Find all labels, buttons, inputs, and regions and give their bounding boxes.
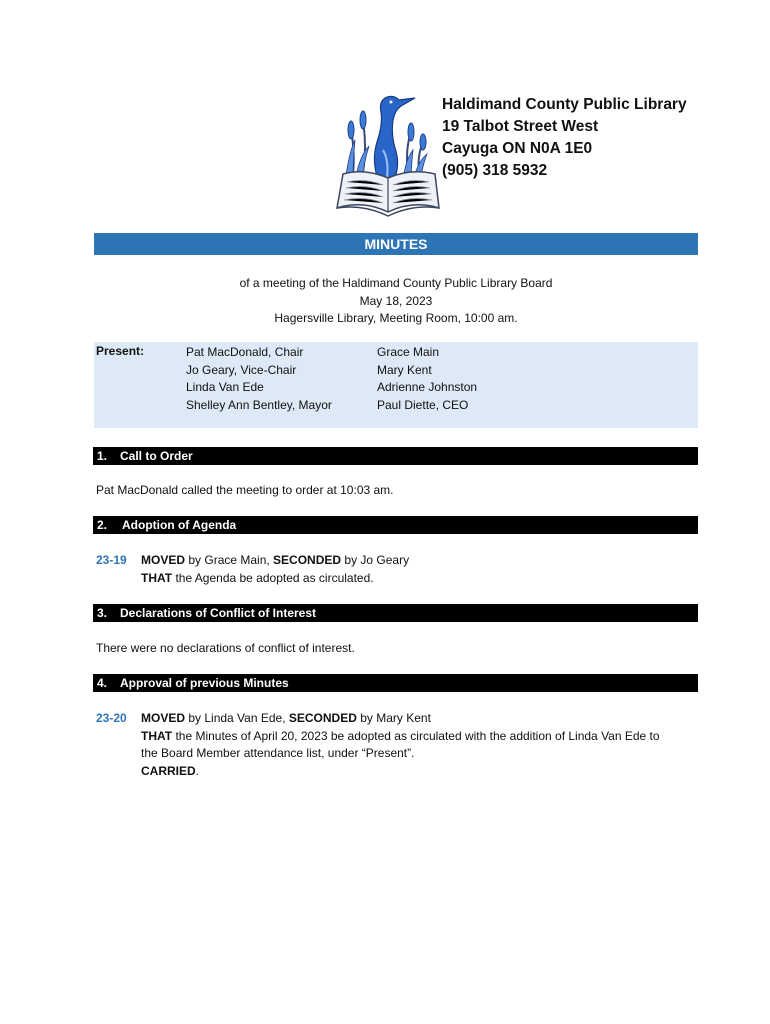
section-title: Adoption of Agenda	[122, 518, 237, 532]
attendee: Paul Diette, CEO	[377, 397, 469, 412]
meeting-location: Hagersville Library, Meeting Room, 10:00 am.	[274, 311, 518, 325]
attendee: Linda Van Ede	[186, 380, 264, 394]
section-number: 1.	[97, 449, 108, 463]
seconded-label: SECONDED	[288, 711, 357, 725]
conflict-text: There were no declarations of conflict of interest.	[96, 641, 355, 655]
that-text: the Minutes of April 20, 2023 be adopted as circulated with the addition of Linda Van Ede to	[172, 728, 660, 743]
meeting-date: May 18, 2023	[359, 293, 433, 308]
document-title: MINUTES	[94, 233, 698, 255]
moved-label: MOVED	[141, 711, 186, 725]
section-number: 4.	[97, 676, 108, 690]
motion-number: 23-20	[96, 711, 127, 725]
motion-23-20	[96, 710, 698, 780]
org-name: Haldimand County Public Library	[442, 96, 687, 113]
heron-book-logo-icon	[333, 90, 443, 218]
section-header-adoption-of-agenda	[93, 516, 698, 534]
motion-mover-line	[141, 552, 698, 570]
section-title: Approval of previous Minutes	[120, 676, 289, 690]
that-label: THAT	[141, 728, 173, 743]
attendee: Jo Geary, Vice-Chair	[186, 362, 297, 377]
seconded-by: by Jo Geary	[341, 553, 410, 567]
carried-period: .	[195, 763, 200, 778]
section-number: 2.	[97, 518, 108, 532]
that-text-continued: the Board Member attendance list, under “Present”.	[141, 746, 415, 760]
seconded-by: by Mary Kent	[356, 711, 431, 725]
seconded-label: SECONDED	[273, 553, 342, 567]
meeting-description: of a meeting of the Haldimand County Public Library Board	[239, 276, 553, 290]
motion-mover-line	[141, 710, 698, 728]
motion-number: 23-19	[96, 553, 127, 567]
attendee: Shelley Ann Bentley, Mayor	[186, 397, 332, 412]
motion-that-line	[141, 570, 698, 588]
org-phone: (905) 318 5932	[442, 162, 548, 179]
attendee: Mary Kent	[377, 362, 432, 377]
attendee: Pat MacDonald, Chair	[186, 345, 304, 359]
present-label: Present:	[96, 344, 145, 358]
attendance-column-2	[377, 344, 477, 414]
moved-by: by Linda Van Ede,	[185, 711, 289, 725]
attendance-column-1	[186, 344, 332, 414]
motion-body	[141, 710, 698, 780]
moved-by: by Grace Main,	[185, 553, 274, 567]
section-title: Call to Order	[120, 449, 193, 463]
motion-result	[141, 763, 698, 781]
attendee: Adrienne Johnston	[377, 380, 478, 394]
motion-body	[141, 552, 698, 587]
org-address-line2: Cayuga ON N0A 1E0	[442, 140, 593, 157]
org-address-line1: 19 Talbot Street West	[442, 118, 599, 135]
section-title: Declarations of Conflict of Interest	[120, 606, 317, 620]
attendance-box	[94, 342, 698, 428]
that-label: THAT	[141, 570, 173, 585]
section-header-approval-of-minutes	[93, 674, 698, 692]
section-header-call-to-order	[93, 447, 698, 465]
meeting-info	[94, 275, 698, 328]
call-to-order-text: Pat MacDonald called the meeting to order at 10:03 am.	[96, 483, 394, 497]
motion-23-19	[96, 552, 698, 587]
section-header-conflict-of-interest	[93, 604, 698, 622]
motion-that-line	[141, 728, 698, 746]
organization-info	[442, 94, 687, 182]
carried-label: CARRIED	[141, 763, 196, 778]
that-text: the Agenda be adopted as circulated.	[172, 570, 374, 585]
moved-label: MOVED	[141, 553, 186, 567]
attendee: Grace Main	[377, 345, 440, 359]
section-number: 3.	[97, 606, 108, 620]
motion-that-line-continued	[141, 745, 698, 763]
